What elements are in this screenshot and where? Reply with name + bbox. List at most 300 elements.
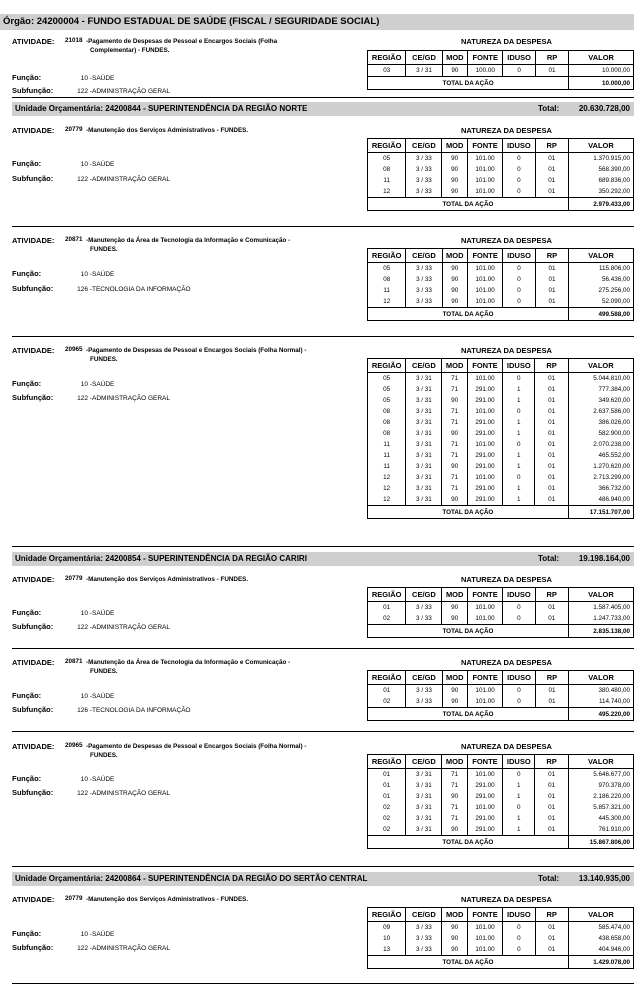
subfuncao-row: [12, 86, 170, 95]
funcao-name: SAÚDE: [91, 931, 115, 938]
natureza-table: [367, 754, 634, 849]
unit-title: Unidade Orçamentária: 24200854 - SUPERINTENDÊNCIA DA REGIÃO CARIRI: [15, 554, 307, 563]
table-cell: 1: [503, 384, 535, 395]
table-cell: 101.00: [468, 696, 503, 708]
table-cell: 101.00: [467, 472, 502, 483]
column-header: VALOR: [568, 359, 633, 373]
table-cell: 5.646.677,00: [568, 769, 633, 781]
table-cell: 0: [503, 153, 535, 165]
table-cell: 101.00: [467, 613, 502, 625]
funcao-dash: -: [88, 381, 92, 388]
table-cell: 291.00: [467, 780, 502, 791]
natureza-title: NATUREZA DA DESPESA: [461, 37, 552, 46]
table-cell: 01: [368, 769, 406, 781]
table-row: [368, 263, 634, 275]
column-header: IDUSO: [503, 249, 535, 263]
table-cell: 3 / 31: [406, 406, 442, 417]
table-cell: 71: [442, 813, 467, 824]
activity-desc-dash: -: [86, 659, 89, 666]
table-cell: 689.836,00: [568, 175, 633, 186]
activity-code: 20779: [65, 126, 83, 133]
table-cell: 1: [503, 428, 535, 439]
total-row: [368, 836, 634, 849]
subfuncao-code: 122: [77, 945, 88, 952]
column-header: CE/GD: [406, 359, 442, 373]
funcao-code: 10: [80, 75, 88, 82]
column-header: CE/GD: [406, 249, 442, 263]
total-acao-value: 499.588,00: [569, 308, 634, 321]
activity-desc-text: Manutenção dos Serviços Administrativos - FUNDES.: [88, 127, 249, 134]
table-cell: 3 / 31: [406, 802, 442, 813]
funcao-row: [12, 929, 114, 938]
table-cell: 0: [503, 922, 535, 934]
activity-block: [12, 32, 634, 98]
funcao-label: Função:: [12, 608, 42, 617]
table-cell: 10.000,00: [569, 65, 634, 77]
total-acao-value: 2.835.138,00: [568, 625, 633, 638]
natureza-table: [367, 248, 634, 321]
subfuncao-dash: -: [88, 790, 92, 797]
column-header: IDUSO: [503, 359, 535, 373]
unit-header: [12, 552, 634, 566]
activity-description-line: [86, 575, 346, 584]
table-cell: 3 / 31: [406, 395, 442, 406]
total-acao-value: 2.979.433,00: [568, 198, 633, 211]
table-cell: 0: [503, 613, 535, 625]
table-cell: 3 / 31: [406, 439, 442, 450]
table-row: [368, 494, 634, 506]
funcao-label: Função:: [12, 691, 42, 700]
table-cell: 09: [368, 922, 406, 934]
total-row: [368, 956, 634, 969]
subfuncao-row: [12, 788, 170, 797]
table-cell: 12: [368, 472, 406, 483]
table-cell: 03: [368, 65, 406, 77]
table-cell: 71: [442, 406, 467, 417]
subfuncao-code: 126: [77, 707, 88, 714]
table-cell: 3 / 33: [406, 186, 442, 198]
subfuncao-label: Subfunção:: [12, 284, 54, 293]
table-cell: 01: [535, 922, 568, 934]
activity-description-line: [86, 126, 346, 135]
table-cell: 1: [503, 395, 535, 406]
natureza-title: NATUREZA DA DESPESA: [461, 575, 552, 584]
table-cell: 01: [535, 769, 568, 781]
table-cell: 0: [503, 373, 535, 385]
table-cell: 761.910,00: [568, 824, 633, 836]
column-header: FONTE: [467, 588, 502, 602]
unit-title: Unidade Orçamentária: 24200844 - SUPERINTENDÊNCIA DA REGIÃO NORTE: [15, 104, 308, 113]
table-cell: 90: [442, 274, 467, 285]
table-cell: 90: [442, 494, 467, 506]
table-cell: 1: [503, 494, 535, 506]
activity-label: ATIVIDADE:: [12, 346, 55, 355]
column-header: CE/GD: [406, 588, 442, 602]
natureza-table: [367, 358, 634, 519]
block-divider: [12, 731, 634, 732]
table-row: [368, 296, 634, 308]
subfuncao-row: [12, 622, 170, 631]
block-divider: [12, 866, 634, 867]
table-cell: 05: [368, 263, 406, 275]
total-row: [368, 708, 634, 721]
table-cell: 101.00: [467, 769, 502, 781]
table-cell: 90: [442, 933, 467, 944]
column-header: REGIÃO: [368, 671, 406, 685]
table-row: [368, 791, 634, 802]
activity-code: 20779: [65, 575, 83, 582]
activity-desc-text: Pagamento de Despesas de Pessoal e Encargos Sociais (Folha Normal) -: [88, 347, 307, 354]
table-cell: 71: [442, 417, 467, 428]
table-cell: 568.390,00: [568, 164, 633, 175]
funcao-name: SAÚDE: [91, 610, 115, 617]
activity-label: ATIVIDADE:: [12, 895, 55, 904]
table-cell: 3 / 31: [406, 417, 442, 428]
table-cell: 01: [535, 450, 568, 461]
table-cell: 101.00: [468, 285, 503, 296]
table-cell: 01: [535, 65, 568, 77]
subfuncao-row: [12, 705, 191, 714]
table-cell: 01: [535, 933, 568, 944]
table-row: [368, 285, 634, 296]
total-row: [368, 308, 634, 321]
table-cell: 12: [368, 483, 406, 494]
column-header: VALOR: [568, 588, 633, 602]
table-cell: 10: [368, 933, 406, 944]
activity-label: ATIVIDADE:: [12, 742, 55, 751]
activity-code: 20965: [65, 742, 83, 749]
table-row: [368, 450, 634, 461]
column-header: IDUSO: [503, 51, 535, 65]
table-cell: 01: [535, 395, 568, 406]
column-header: MOD: [442, 588, 467, 602]
column-header: RP: [535, 588, 568, 602]
column-header: CE/GD: [406, 139, 442, 153]
table-cell: 90: [442, 65, 467, 77]
column-header: VALOR: [569, 51, 634, 65]
table-cell: 90: [442, 153, 467, 165]
table-cell: 52.090,00: [569, 296, 634, 308]
table-cell: 3 / 31: [406, 813, 442, 824]
subfuncao-dash: -: [88, 707, 92, 714]
table-row: [368, 824, 634, 836]
table-cell: 3 / 33: [406, 922, 442, 934]
funcao-code: 10: [80, 776, 88, 783]
funcao-code: 10: [80, 693, 88, 700]
funcao-code: 10: [80, 271, 88, 278]
activity-description-line: [86, 346, 346, 355]
funcao-row: [12, 774, 114, 783]
table-cell: 101.00: [467, 439, 502, 450]
funcao-dash: -: [88, 610, 92, 617]
activity-code: 20779: [65, 895, 83, 902]
table-cell: 11: [368, 285, 406, 296]
table-cell: 01: [368, 602, 406, 614]
table-cell: 90: [442, 613, 467, 625]
funcao-dash: -: [88, 776, 92, 783]
total-acao-label: TOTAL DA AÇÃO: [368, 625, 569, 638]
table-cell: 01: [535, 373, 568, 385]
table-cell: 3 / 31: [406, 824, 442, 836]
subfuncao-code: 122: [77, 395, 88, 402]
table-cell: 291.00: [467, 384, 502, 395]
table-row: [368, 922, 634, 934]
table-cell: 0: [503, 274, 535, 285]
activity-desc-dash: -: [86, 237, 89, 244]
table-cell: 12: [368, 494, 406, 506]
subfuncao-dash: -: [88, 176, 92, 183]
table-row: [368, 769, 634, 781]
table-cell: 01: [535, 439, 568, 450]
column-header: FONTE: [468, 51, 503, 65]
column-header: VALOR: [568, 755, 633, 769]
natureza-title: NATUREZA DA DESPESA: [461, 742, 552, 751]
subfuncao-dash: -: [88, 88, 92, 95]
total-acao-value: 15.867.806,00: [568, 836, 633, 849]
column-header: REGIÃO: [368, 908, 406, 922]
table-cell: 11: [368, 461, 406, 472]
table-cell: 1: [503, 450, 535, 461]
table-cell: 101.00: [467, 186, 502, 198]
table-cell: 01: [535, 164, 568, 175]
table-cell: 90: [442, 175, 467, 186]
column-header: REGIÃO: [368, 249, 406, 263]
column-header: IDUSO: [503, 671, 535, 685]
column-header: FONTE: [467, 359, 502, 373]
column-header: CE/GD: [406, 671, 442, 685]
funcao-dash: -: [88, 75, 92, 82]
activity-code: 20871: [65, 236, 83, 243]
total-acao-label: TOTAL DA AÇÃO: [368, 506, 569, 519]
table-cell: 291.00: [467, 813, 502, 824]
activity-label: ATIVIDADE:: [12, 37, 55, 46]
column-header: MOD: [442, 51, 467, 65]
subfuncao-code: 122: [77, 176, 88, 183]
activity-description-line: FUNDES.: [90, 246, 118, 253]
total-row: [368, 625, 634, 638]
activity-description-line: FUNDES.: [90, 668, 118, 675]
table-cell: 101.00: [467, 944, 502, 956]
table-cell: 71: [442, 780, 467, 791]
table-cell: 101.00: [467, 802, 502, 813]
column-header: IDUSO: [503, 588, 535, 602]
subfuncao-name: ADMINISTRAÇÃO GERAL: [91, 88, 170, 95]
column-header: REGIÃO: [368, 51, 406, 65]
table-cell: 0: [503, 263, 535, 275]
table-cell: 01: [535, 483, 568, 494]
table-cell: 71: [442, 450, 467, 461]
funcao-name: SAÚDE: [91, 776, 115, 783]
funcao-label: Função:: [12, 73, 42, 82]
table-cell: 3 / 31: [406, 384, 442, 395]
table-cell: 1: [503, 461, 535, 472]
column-header: VALOR: [568, 139, 633, 153]
table-cell: 350.292,00: [568, 186, 633, 198]
subfuncao-name: ADMINISTRAÇÃO GERAL: [91, 790, 170, 797]
table-cell: 0: [503, 175, 535, 186]
table-cell: 01: [535, 296, 568, 308]
table-row: [368, 933, 634, 944]
activity-block: [12, 121, 634, 227]
table-cell: 90: [442, 824, 467, 836]
table-cell: 01: [535, 696, 568, 708]
funcao-name: SAÚDE: [91, 381, 115, 388]
subfuncao-row: [12, 943, 170, 952]
table-cell: 2.713.299,00: [568, 472, 633, 483]
table-cell: 1: [503, 780, 535, 791]
table-row: [368, 472, 634, 483]
table-cell: 3 / 33: [406, 175, 442, 186]
table-cell: 0: [503, 186, 535, 198]
column-header: IDUSO: [503, 755, 535, 769]
activity-description-line: FUNDES.: [90, 356, 118, 363]
activity-code: 20871: [65, 658, 83, 665]
natureza-table: [367, 587, 634, 638]
table-cell: 11: [368, 439, 406, 450]
column-header: VALOR: [568, 908, 633, 922]
column-header: REGIÃO: [368, 359, 406, 373]
table-row: [368, 395, 634, 406]
column-header: CE/GD: [406, 51, 442, 65]
column-header: FONTE: [467, 908, 502, 922]
table-cell: 01: [535, 472, 568, 483]
activity-label: ATIVIDADE:: [12, 575, 55, 584]
column-header: MOD: [442, 249, 467, 263]
table-header-row: [368, 671, 634, 685]
table-cell: 90: [442, 296, 467, 308]
activity-description-line: [86, 742, 346, 751]
activity-block: [12, 570, 634, 649]
table-cell: 0: [503, 65, 535, 77]
table-cell: 0: [503, 685, 535, 697]
funcao-code: 10: [80, 161, 88, 168]
table-cell: 05: [368, 373, 406, 385]
column-header: CE/GD: [406, 755, 442, 769]
natureza-table: [367, 50, 634, 90]
funcao-dash: -: [88, 161, 92, 168]
column-header: MOD: [442, 139, 467, 153]
table-cell: 438.658,00: [568, 933, 633, 944]
table-cell: 404.946,00: [568, 944, 633, 956]
subfuncao-name: ADMINISTRAÇÃO GERAL: [91, 395, 170, 402]
table-header-row: [368, 588, 634, 602]
table-cell: 0: [503, 802, 535, 813]
activity-block: [12, 341, 634, 547]
total-row: [368, 198, 634, 211]
table-cell: 01: [535, 175, 568, 186]
table-cell: 3 / 33: [406, 685, 442, 697]
column-header: RP: [535, 51, 568, 65]
activity-code: 21018: [65, 37, 83, 44]
total-acao-value: 495.220,00: [569, 708, 634, 721]
column-header: REGIÃO: [368, 139, 406, 153]
activity-label: ATIVIDADE:: [12, 126, 55, 135]
funcao-row: [12, 379, 114, 388]
table-row: [368, 483, 634, 494]
table-cell: 12: [368, 186, 406, 198]
total-acao-label: TOTAL DA AÇÃO: [368, 708, 569, 721]
table-cell: 1: [503, 417, 535, 428]
table-cell: 02: [368, 824, 406, 836]
table-cell: 465.552,00: [568, 450, 633, 461]
table-cell: 3 / 33: [406, 274, 442, 285]
funcao-label: Função:: [12, 929, 42, 938]
column-header: MOD: [442, 755, 467, 769]
table-cell: 90: [442, 696, 467, 708]
funcao-dash: -: [88, 931, 92, 938]
table-cell: 08: [368, 274, 406, 285]
table-cell: 366.732,00: [568, 483, 633, 494]
table-cell: 01: [535, 944, 568, 956]
table-cell: 90: [442, 685, 467, 697]
table-cell: 0: [503, 933, 535, 944]
subfuncao-row: [12, 393, 170, 402]
table-row: [368, 802, 634, 813]
table-cell: 08: [368, 164, 406, 175]
table-cell: 101.00: [467, 922, 502, 934]
activity-desc-dash: -: [86, 127, 89, 134]
table-cell: 3 / 31: [406, 791, 442, 802]
activity-description: [86, 37, 346, 55]
table-cell: 1.247.733,00: [568, 613, 633, 625]
table-cell: 90: [442, 602, 467, 614]
activity-description: [86, 346, 346, 364]
activity-desc-dash: -: [86, 743, 89, 750]
table-cell: 3 / 33: [406, 933, 442, 944]
activity-code: 20965: [65, 346, 83, 353]
funcao-code: 10: [80, 931, 88, 938]
funcao-dash: -: [88, 271, 92, 278]
table-cell: 101.00: [467, 933, 502, 944]
activity-desc-text: Manutenção dos Serviços Administrativos - FUNDES.: [88, 576, 249, 583]
table-cell: 01: [535, 417, 568, 428]
column-header: FONTE: [468, 249, 503, 263]
table-cell: 56.436,00: [569, 274, 634, 285]
activity-description-line: FUNDES.: [90, 752, 118, 759]
table-cell: 02: [368, 813, 406, 824]
table-cell: 3 / 33: [406, 602, 442, 614]
column-header: RP: [535, 908, 568, 922]
table-cell: 291.00: [467, 417, 502, 428]
activity-description: [86, 658, 346, 676]
subfuncao-name: TECNOLOGIA DA INFORMAÇÃO: [91, 286, 191, 293]
table-cell: 101.00: [467, 373, 502, 385]
table-cell: 01: [535, 824, 568, 836]
table-cell: 3 / 31: [406, 769, 442, 781]
table-cell: 1: [503, 791, 535, 802]
table-cell: 01: [535, 461, 568, 472]
activity-desc-text: Manutenção da Área de Tecnologia da Informação e Comunicação -: [88, 659, 291, 666]
subfuncao-row: [12, 284, 191, 293]
table-header-row: [368, 755, 634, 769]
funcao-name: SAÚDE: [91, 693, 115, 700]
table-cell: 2.637.586,00: [568, 406, 633, 417]
natureza-title: NATUREZA DA DESPESA: [461, 895, 552, 904]
column-header: MOD: [442, 359, 467, 373]
table-cell: 71: [442, 769, 467, 781]
table-cell: 101.00: [468, 274, 503, 285]
unit-header: [12, 102, 634, 116]
table-row: [368, 417, 634, 428]
table-cell: 101.00: [467, 175, 502, 186]
table-cell: 0: [503, 769, 535, 781]
funcao-row: [12, 691, 114, 700]
activity-description-line: [86, 37, 346, 46]
subfuncao-name: TECNOLOGIA DA INFORMAÇÃO: [91, 707, 191, 714]
table-cell: 3 / 31: [406, 65, 442, 77]
table-cell: 90: [442, 461, 467, 472]
table-row: [368, 944, 634, 956]
